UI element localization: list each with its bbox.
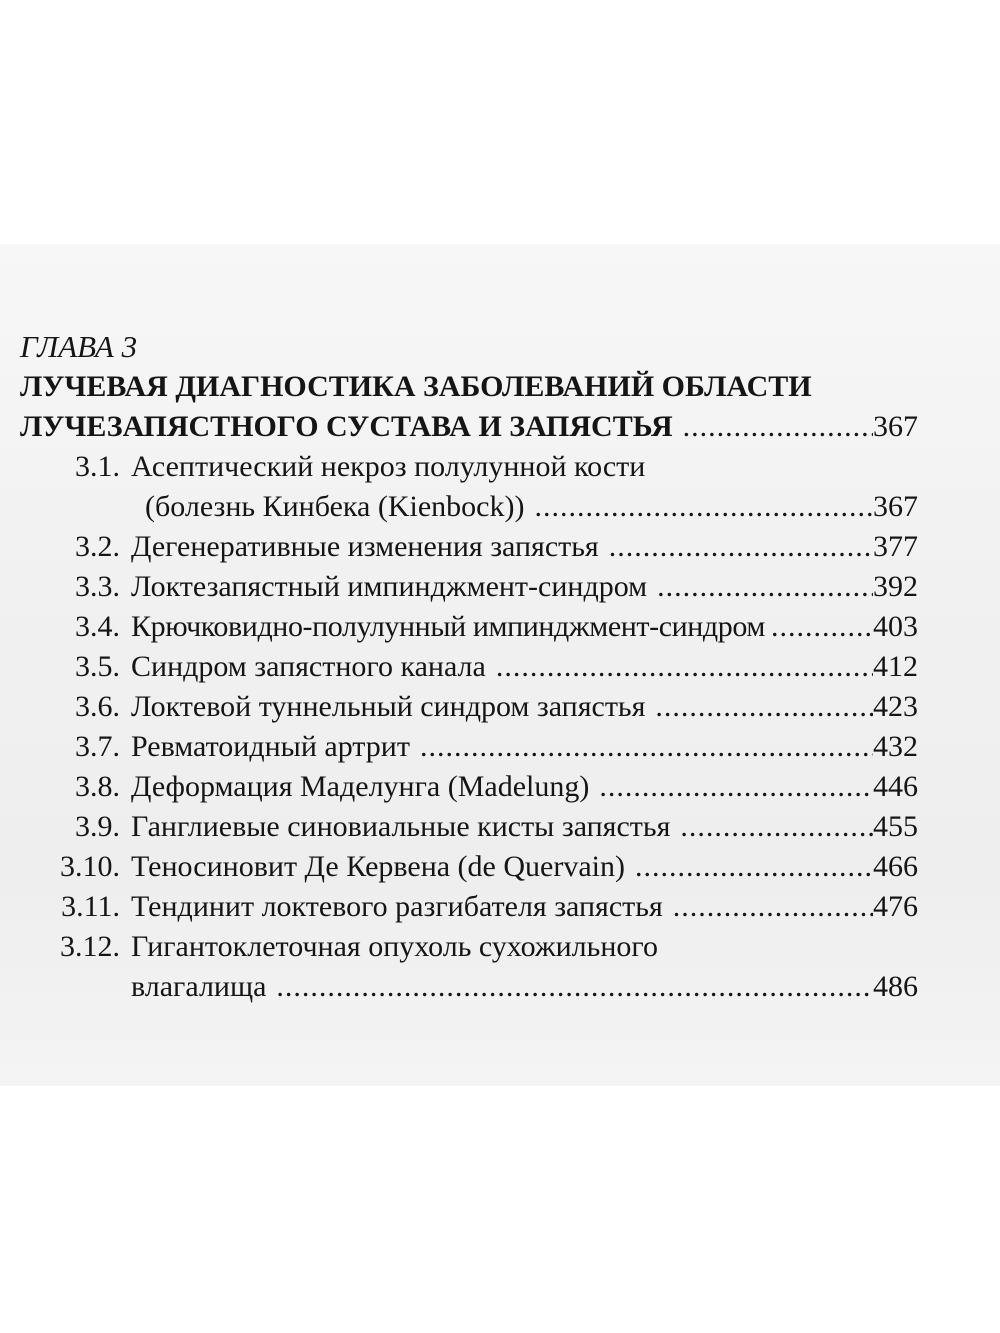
entry-page-number: 455 xyxy=(873,810,918,843)
toc-entry-3-7 xyxy=(60,727,918,767)
toc-entry-3-4 xyxy=(60,607,918,647)
leader-dots xyxy=(496,647,873,687)
toc-entry-3-3 xyxy=(60,567,918,607)
chapter-page-number: 367 xyxy=(873,410,918,443)
entry-title: Деформация Маделунга (Madelung) xyxy=(131,770,590,803)
leader-dots xyxy=(534,487,873,527)
entry-page-number: 432 xyxy=(873,730,918,763)
entry-page-number: 403 xyxy=(873,610,918,643)
entry-title: Крючковидно-полулунный импинджмент-синдром xyxy=(131,610,766,643)
entry-number: 3.6. xyxy=(75,690,120,723)
leader-dots xyxy=(599,767,873,807)
leader-dots xyxy=(680,807,873,847)
entry-page-number: 377 xyxy=(873,530,918,563)
entry-title: Дегенеративные изменения запястья xyxy=(131,530,599,563)
entry-page-number: 367 xyxy=(873,490,918,523)
entry-number: 3.2. xyxy=(75,530,120,563)
entry-title: Локтезапястный импинджмент-синдром xyxy=(131,570,648,603)
leader-dots xyxy=(276,967,873,1007)
entry-number: 3.3. xyxy=(75,570,120,603)
entry-title: Асептический некроз полулунной кости xyxy=(131,450,646,483)
toc-entry-3-1-continued xyxy=(145,487,918,527)
entry-page-number: 486 xyxy=(873,970,918,1003)
entry-title: Локтевой туннельный синдром запястья xyxy=(131,690,646,723)
entry-page-number: 392 xyxy=(873,570,918,603)
entry-title: Ганглиевые синовиальные кисты запястья xyxy=(131,810,671,843)
leader-dots xyxy=(657,567,873,607)
entry-number: 3.10. xyxy=(60,850,120,883)
leader-dots xyxy=(609,527,873,567)
leader-dots xyxy=(683,407,873,447)
entry-number: 3.5. xyxy=(75,650,120,683)
leader-dots xyxy=(655,687,873,727)
entry-page-number: 476 xyxy=(873,890,918,923)
entry-number: 3.11. xyxy=(61,890,120,923)
leader-dots xyxy=(673,887,873,927)
entry-title-continued: влагалища xyxy=(131,970,267,1003)
leader-dots xyxy=(771,607,873,647)
toc-entry-3-12 xyxy=(40,927,918,967)
toc-entry-3-2 xyxy=(60,527,918,567)
chapter-title-text: ЛУЧЕЗАПЯСТНОГО СУСТАВА И ЗАПЯСТЬЯ xyxy=(20,410,673,443)
toc-entry-3-1 xyxy=(60,447,918,487)
entry-page-number: 466 xyxy=(873,850,918,883)
chapter-title-line-1: ЛУЧЕВАЯ ДИАГНОСТИКА ЗАБОЛЕВАНИЙ ОБЛАСТИ xyxy=(20,370,812,403)
entry-title: Гигантоклеточная опухоль сухожильного xyxy=(131,930,658,963)
entry-number: 3.7. xyxy=(75,730,120,763)
entry-number: 3.12. xyxy=(60,930,120,963)
toc-entry-3-10 xyxy=(40,847,918,887)
entry-title: Синдром запястного канала xyxy=(131,650,486,683)
toc-entry-3-6 xyxy=(60,687,918,727)
leader-dots xyxy=(420,727,873,767)
entry-number: 3.8. xyxy=(75,770,120,803)
chapter-label: ГЛАВА 3 xyxy=(20,329,138,364)
toc-entry-3-8 xyxy=(60,767,918,807)
chapter-title-line-2 xyxy=(20,407,918,447)
toc-entry-3-5 xyxy=(60,647,918,687)
entry-title-continued: (болезнь Кинбека (Kienbock)) xyxy=(145,490,525,523)
entry-number: 3.9. xyxy=(75,810,120,843)
toc-entry-3-12-continued xyxy=(131,967,918,1007)
entry-title: Теносиновит Де Кервена (de Quervain) xyxy=(131,850,625,883)
leader-dots xyxy=(635,847,873,887)
entry-number: 3.4. xyxy=(75,610,120,643)
entry-title: Тендинит локтевого разгибателя запястья xyxy=(131,890,663,923)
toc-entry-3-9 xyxy=(60,807,918,847)
toc-entry-3-11 xyxy=(40,887,918,927)
entry-number: 3.1. xyxy=(75,450,120,483)
entry-page-number: 446 xyxy=(873,770,918,803)
entry-page-number: 423 xyxy=(873,690,918,723)
entry-page-number: 412 xyxy=(873,650,918,683)
entry-title: Ревматоидный артрит xyxy=(131,730,410,763)
